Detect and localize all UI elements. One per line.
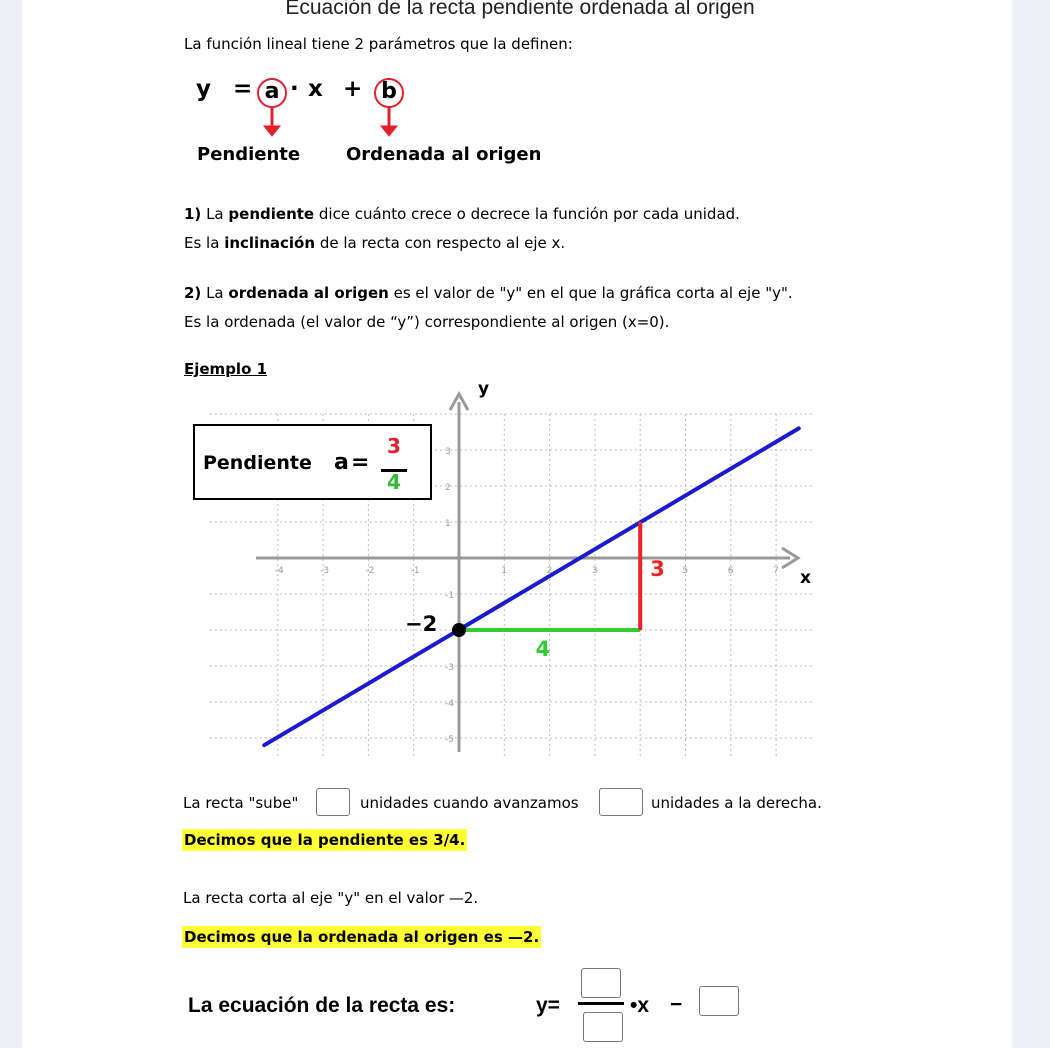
y-tick-label: -1 bbox=[445, 591, 454, 601]
y-tick-label: -4 bbox=[445, 699, 454, 709]
point2-pre: La bbox=[206, 284, 224, 302]
point1-bold: pendiente bbox=[228, 205, 315, 223]
highlight-intercept-text: Decimos que la ordenada al origen es —2. bbox=[184, 928, 540, 946]
y-tick-label: 1 bbox=[445, 519, 451, 529]
sentence1-c: unidades a la derecha. bbox=[651, 794, 822, 812]
page-title: Ecuación de la recta pendiente ordenada al origen bbox=[285, 0, 755, 19]
point1-line2-post: de la recta con respecto al eje x. bbox=[319, 234, 566, 252]
equation-label: La ecuación de la recta es: bbox=[188, 994, 456, 1017]
x-tick-label: 7 bbox=[773, 566, 779, 576]
highlight-slope-text: Decimos que la pendiente es 3/4. bbox=[184, 831, 466, 849]
point1-pre: La bbox=[206, 205, 224, 223]
x-tick-label: 2 bbox=[546, 566, 553, 576]
answer-box-run[interactable] bbox=[599, 788, 643, 816]
example-heading: Ejemplo 1 bbox=[184, 360, 268, 378]
highlight-intercept bbox=[182, 928, 541, 946]
x-tick-label: -4 bbox=[274, 566, 284, 576]
point2-number: 2) bbox=[184, 284, 202, 302]
intercept-point bbox=[452, 623, 466, 637]
y-tick-label: 2 bbox=[445, 483, 451, 493]
x-axis-label: x bbox=[800, 568, 811, 588]
slope-box-num: 3 bbox=[387, 434, 401, 458]
rise-label: 3 bbox=[650, 557, 665, 581]
formula-b-circle: b bbox=[374, 78, 404, 108]
x-tick-label: 5 bbox=[682, 566, 689, 576]
equation-y: y= bbox=[536, 994, 560, 1017]
sentence2: La recta corta al eje "y" en el valor —2. bbox=[183, 889, 479, 907]
formula-a-circle: a bbox=[257, 78, 287, 108]
x-tick-label: 1 bbox=[501, 566, 508, 576]
sentence1-b: unidades cuando avanzamos bbox=[360, 794, 579, 812]
sentence1-a: La recta "sube" bbox=[183, 794, 299, 812]
formula-y: y bbox=[196, 76, 211, 102]
answer-box-intercept[interactable] bbox=[699, 986, 739, 1016]
point2-line2: Es la ordenada (el valor de “y”) correspondiente al origen (x=0). bbox=[184, 313, 670, 331]
x-tick-label: 6 bbox=[727, 566, 734, 576]
point2-bold: ordenada al origen bbox=[228, 284, 389, 302]
run-label: 4 bbox=[535, 637, 551, 661]
answer-box-rise[interactable] bbox=[316, 788, 350, 816]
label-pendiente: Pendiente bbox=[197, 144, 301, 165]
intercept-label: −2 bbox=[405, 612, 438, 636]
y-tick-label: 3 bbox=[445, 447, 451, 457]
answer-box-numerator[interactable] bbox=[581, 968, 621, 998]
point1-line2-pre: Es la bbox=[184, 234, 220, 252]
point2-post: es el valor de "y" en el que la gráfica corta al eje "y". bbox=[393, 284, 793, 302]
formula-plus: + bbox=[343, 76, 363, 102]
formula-dot: · bbox=[290, 76, 299, 102]
equation-dot-x: •x bbox=[630, 994, 650, 1017]
formula-x: x bbox=[308, 76, 323, 102]
slope-box-eq: = bbox=[351, 450, 370, 475]
point1-line2-bold: inclinación bbox=[224, 234, 316, 252]
point1-number: 1) bbox=[184, 205, 202, 223]
x-tick-label: 3 bbox=[591, 566, 598, 576]
label-ordenada: Ordenada al origen bbox=[346, 144, 542, 165]
y-axis-label: y bbox=[478, 379, 490, 399]
x-tick-label: -3 bbox=[320, 566, 330, 576]
slope-box-den: 4 bbox=[387, 470, 401, 494]
x-tick-label: -1 bbox=[410, 566, 420, 576]
equation-fraction-bar bbox=[578, 1002, 624, 1005]
y-tick-label: -3 bbox=[445, 663, 454, 673]
highlight-slope bbox=[182, 831, 467, 849]
slope-box bbox=[193, 424, 432, 500]
intro-text: La función lineal tiene 2 parámetros que la definen: bbox=[184, 35, 573, 53]
y-tick-label: -5 bbox=[445, 735, 454, 745]
point1-post: dice cuánto crece o decrece la función por cada unidad. bbox=[318, 205, 740, 223]
formula-equals: = bbox=[233, 76, 253, 102]
equation-minus: − bbox=[670, 993, 683, 1016]
x-tick-label: -2 bbox=[365, 566, 375, 576]
slope-box-var: a bbox=[334, 450, 349, 475]
answer-box-denominator[interactable] bbox=[583, 1012, 623, 1042]
slope-box-label: Pendiente bbox=[203, 452, 312, 474]
